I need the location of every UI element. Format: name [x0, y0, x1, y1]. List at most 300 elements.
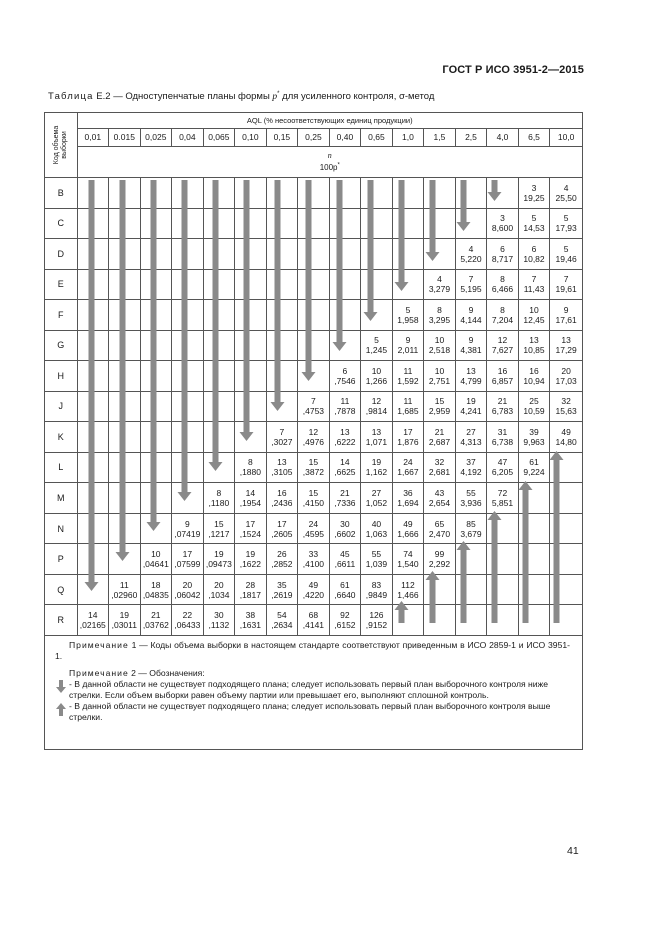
plan-cell — [140, 208, 172, 239]
plan-n: 9 — [563, 304, 569, 315]
aql-header: AQL (% несоответствующих единиц продукции) — [77, 113, 582, 129]
plan-cell — [329, 361, 361, 392]
table-row — [45, 269, 583, 300]
plan-n: 31 — [497, 426, 508, 437]
note-1 — [55, 640, 570, 662]
plan-n: 7 — [563, 274, 569, 285]
plan-cell — [361, 605, 393, 636]
aql-value: 0,04 — [172, 129, 204, 146]
plan-n: 54 — [277, 610, 287, 621]
plan-value: ,6222 — [334, 436, 356, 447]
plan-cell — [487, 178, 519, 209]
plan-cell — [109, 239, 141, 270]
plan-cell — [455, 544, 487, 575]
plan-cell — [455, 300, 487, 331]
plan-cell — [550, 178, 583, 209]
plan-cell — [392, 422, 424, 453]
note-1-label: Примечание — [69, 640, 129, 650]
plan-cell — [266, 239, 298, 270]
plan-n: 92 — [340, 610, 350, 621]
plan-n: 49 — [308, 579, 319, 590]
plan-cell — [361, 544, 393, 575]
plan-cell — [329, 513, 361, 544]
plan-cell — [266, 178, 298, 209]
plan-cell — [392, 483, 424, 514]
plan-cell — [140, 178, 172, 209]
plan-cell — [361, 330, 393, 361]
plan-cell — [392, 330, 424, 361]
code-header-line-1: Код объема — [52, 125, 60, 165]
plan-n: 24 — [403, 457, 413, 468]
plan-n: 32 — [434, 457, 445, 468]
plan-value: ,09473 — [205, 559, 232, 570]
code-column-label — [53, 126, 69, 165]
plan-n: 8 — [500, 304, 505, 315]
aql-value: 0,65 — [361, 129, 393, 146]
plan-cell — [424, 605, 456, 636]
plan-n: 20 — [214, 579, 224, 590]
plan-n: 72 — [497, 488, 508, 498]
plan-n: 37 — [466, 457, 476, 468]
plan-value: ,07599 — [174, 559, 201, 570]
plan-cell — [361, 452, 393, 483]
plan-cell — [392, 300, 424, 331]
plan-n: 5 — [563, 243, 569, 254]
plan-value: ,06433 — [174, 620, 201, 631]
plan-cell — [235, 483, 267, 514]
plan-n: 16 — [277, 488, 287, 498]
plan-value: 19,46 — [555, 253, 577, 264]
arrow-up-icon — [55, 702, 67, 716]
table-row — [45, 605, 583, 636]
plan-value: 4,241 — [460, 406, 482, 417]
plan-value: 7,204 — [491, 314, 514, 325]
plan-cell — [235, 208, 267, 239]
plan-value: 10,82 — [523, 253, 545, 264]
plan-cell — [77, 330, 109, 361]
sample-size-code: E — [45, 269, 78, 300]
plan-cell — [550, 330, 583, 361]
plan-n: 26 — [277, 549, 287, 560]
note-2-label: Примечание — [69, 668, 129, 678]
aql-value: 0.015 — [109, 129, 141, 146]
plan-cell — [518, 300, 550, 331]
legend-up-text: - В данной области не существует подходящего плана; следует использовать первый план выборочного контроля выше стрелки. — [69, 701, 551, 722]
sample-size-code: L — [45, 452, 78, 483]
plan-value: ,9814 — [365, 406, 388, 417]
plan-value: ,1217 — [208, 528, 230, 539]
plan-value: 12,45 — [523, 314, 545, 325]
plan-value: ,04641 — [142, 559, 169, 570]
plan-cell — [203, 330, 235, 361]
plan-cell — [140, 269, 172, 300]
plan-n: 27 — [466, 426, 476, 437]
plan-n: 39 — [529, 426, 539, 437]
plan-cell — [266, 269, 298, 300]
note-2 — [55, 668, 570, 679]
plan-value: ,2852 — [271, 559, 293, 570]
plan-n: 16 — [497, 365, 508, 376]
plan-cell — [329, 452, 361, 483]
plan-cell — [172, 422, 204, 453]
plan-cell — [266, 544, 298, 575]
plan-value: 6,783 — [491, 406, 514, 417]
plan-cell — [203, 361, 235, 392]
plan-value: 14,80 — [555, 436, 577, 447]
plan-value: 2,292 — [428, 559, 451, 570]
sample-size-code: J — [45, 391, 78, 422]
plan-cell — [392, 605, 424, 636]
plan-cell — [487, 452, 519, 483]
plan-cell — [235, 513, 267, 544]
plan-cell — [140, 605, 172, 636]
plan-cell — [392, 513, 424, 544]
plan-value: 15,63 — [555, 406, 577, 417]
aql-value: 0,25 — [298, 129, 330, 146]
plan-value: 2,011 — [397, 345, 419, 356]
plan-n: 99 — [434, 549, 445, 560]
plan-cell — [392, 391, 424, 422]
plan-n: 14 — [245, 488, 256, 498]
plan-cell — [109, 208, 141, 239]
plan-cell — [392, 269, 424, 300]
plan-cell — [140, 300, 172, 331]
legend-down — [55, 679, 570, 701]
plan-cell — [455, 269, 487, 300]
plan-value: ,1817 — [239, 589, 261, 600]
plan-value: ,1132 — [208, 620, 230, 631]
plan-cell — [235, 239, 267, 270]
aql-value: 0,15 — [266, 129, 298, 146]
plan-cell — [266, 300, 298, 331]
plan-cell — [455, 574, 487, 605]
plan-cell — [424, 269, 456, 300]
plan-cell — [298, 391, 330, 422]
table-row — [45, 330, 583, 361]
plan-n: 55 — [466, 488, 476, 498]
plan-cell — [392, 239, 424, 270]
plan-n: 32 — [561, 396, 571, 407]
plan-value: 1,666 — [397, 528, 419, 539]
plan-n: 33 — [308, 549, 319, 560]
table-row — [45, 239, 583, 270]
plan-cell — [487, 605, 519, 636]
plan-value: 14,53 — [523, 223, 545, 234]
plan-value: 2,654 — [428, 498, 451, 508]
plan-cell — [266, 208, 298, 239]
plan-value: 1,162 — [365, 467, 388, 478]
plan-cell — [329, 605, 361, 636]
table-row — [45, 483, 583, 514]
plan-cell — [109, 422, 141, 453]
plan-cell — [109, 361, 141, 392]
plan-n: 8 — [437, 304, 442, 315]
plan-cell — [487, 208, 519, 239]
plan-n: 9 — [468, 335, 474, 346]
plan-n: 24 — [308, 518, 319, 529]
plan-cell — [487, 483, 519, 514]
plan-n: 83 — [371, 579, 382, 590]
plan-n: 13 — [371, 426, 382, 437]
sample-size-code: D — [45, 239, 78, 270]
plan-cell — [172, 330, 204, 361]
plan-cell — [172, 300, 204, 331]
plan-cell — [361, 300, 393, 331]
plan-n: 36 — [403, 488, 413, 498]
n-denominator-text: 100p — [319, 163, 338, 173]
table-label: Таблица — [48, 91, 94, 103]
plan-cell — [235, 300, 267, 331]
plan-cell — [77, 269, 109, 300]
plan-cell — [140, 483, 172, 514]
plan-cell — [550, 422, 583, 453]
plan-n: 11 — [403, 365, 413, 376]
note-2-text: 2 — Обозначения: — [131, 668, 205, 678]
sample-size-code: H — [45, 361, 78, 392]
plan-value: ,1622 — [239, 559, 261, 570]
plan-cell — [550, 391, 583, 422]
plan-n: 20 — [561, 365, 571, 376]
plan-cell — [298, 239, 330, 270]
sample-size-code: F — [45, 300, 78, 331]
plan-value: 19,25 — [523, 192, 545, 203]
plan-cell — [455, 330, 487, 361]
plan-cell — [266, 483, 298, 514]
plan-value: ,4976 — [302, 436, 325, 447]
plan-value: 2,681 — [428, 467, 451, 478]
plan-cell — [518, 391, 550, 422]
plan-cell — [77, 391, 109, 422]
plan-cell — [361, 269, 393, 300]
plan-n: 20 — [182, 579, 193, 590]
plan-cell — [550, 300, 583, 331]
plan-n: 14 — [88, 610, 98, 621]
plan-n: 45 — [340, 549, 350, 560]
plan-cell — [455, 452, 487, 483]
plan-n: 15 — [308, 457, 319, 468]
plan-value: 1,876 — [397, 436, 419, 447]
plan-cell — [550, 483, 583, 514]
plan-cell — [424, 483, 456, 514]
plan-cell — [550, 513, 583, 544]
plan-value: ,06042 — [174, 589, 201, 600]
plan-n: 21 — [340, 488, 350, 498]
plan-cell — [455, 178, 487, 209]
plan-cell — [424, 391, 456, 422]
plan-n: 5 — [563, 213, 569, 224]
plan-value: ,2634 — [271, 620, 293, 631]
table-row — [45, 544, 583, 575]
plan-value: 5,195 — [460, 284, 482, 295]
plan-cell — [455, 208, 487, 239]
plan-n: 19 — [466, 396, 476, 407]
plan-n: 21 — [434, 426, 445, 437]
plan-cell — [361, 391, 393, 422]
plan-cell — [392, 178, 424, 209]
plan-value: 1,266 — [365, 375, 388, 386]
plan-n: 7 — [468, 274, 474, 285]
plan-value: 8,600 — [491, 223, 514, 234]
plan-cell — [109, 178, 141, 209]
plan-cell — [487, 574, 519, 605]
plan-cell — [329, 574, 361, 605]
sample-size-code: K — [45, 422, 78, 453]
plan-value: ,7878 — [334, 406, 356, 417]
plan-cell — [487, 239, 519, 270]
plan-cell — [172, 391, 204, 422]
n-denominator-sup: * — [337, 162, 340, 169]
plan-cell — [518, 544, 550, 575]
plan-value: 2,687 — [428, 436, 451, 447]
plan-n: 15 — [308, 488, 319, 498]
plan-n: 28 — [245, 579, 256, 590]
plan-value: 17,29 — [555, 345, 577, 356]
plan-cell — [487, 513, 519, 544]
aql-value: 0,40 — [329, 129, 361, 146]
sample-size-code: B — [45, 178, 78, 209]
plan-value: ,6602 — [334, 528, 356, 539]
plan-cell — [266, 330, 298, 361]
plan-n: 18 — [151, 579, 161, 590]
plan-value: ,1954 — [239, 498, 261, 508]
plan-cell — [392, 574, 424, 605]
plan-cell — [77, 574, 109, 605]
plan-n: 16 — [529, 365, 539, 376]
plan-value: ,1524 — [239, 528, 261, 539]
plan-value: ,2605 — [271, 528, 293, 539]
plan-value: 5,851 — [491, 498, 514, 508]
plan-value: ,1180 — [208, 498, 230, 508]
aql-value: 0,10 — [235, 129, 267, 146]
plan-n: 7 — [531, 274, 537, 285]
plan-cell — [203, 178, 235, 209]
plan-value: ,6625 — [334, 467, 356, 478]
aql-value: 0,01 — [77, 129, 109, 146]
plan-value: ,6640 — [334, 589, 356, 600]
plan-n: 6 — [531, 243, 537, 254]
plan-cell — [109, 391, 141, 422]
plan-n: 27 — [371, 488, 382, 498]
plan-cell — [140, 513, 172, 544]
plan-value: ,4595 — [302, 528, 325, 539]
header-row — [45, 113, 583, 129]
plan-cell — [172, 269, 204, 300]
plan-cell — [550, 269, 583, 300]
plan-cell — [550, 574, 583, 605]
plan-cell — [298, 452, 330, 483]
plan-cell — [298, 544, 330, 575]
plan-value: 19,61 — [555, 284, 577, 295]
plan-value: 9,963 — [523, 436, 545, 447]
plan-value: ,03011 — [111, 620, 137, 631]
p-superscript: * — [277, 91, 280, 97]
plan-value: 6,738 — [491, 436, 514, 447]
plan-value: ,7546 — [334, 375, 356, 386]
plan-n: 61 — [529, 457, 539, 468]
plan-cell — [203, 422, 235, 453]
plan-cell — [329, 208, 361, 239]
plan-n: 12 — [497, 335, 508, 346]
plan-cell — [172, 452, 204, 483]
plan-n: 11 — [403, 396, 413, 407]
plan-value: 17,61 — [555, 314, 577, 325]
plan-n: 112 — [401, 579, 415, 590]
plan-n: 10 — [434, 335, 445, 346]
plan-value: 6,857 — [491, 375, 514, 386]
table-row — [45, 300, 583, 331]
plan-n: 13 — [529, 335, 539, 346]
plan-cell — [109, 544, 141, 575]
plan-cell — [266, 422, 298, 453]
plan-value: 1,039 — [365, 559, 388, 570]
plan-cell — [298, 178, 330, 209]
plan-n: 12 — [371, 396, 382, 407]
plan-cell — [172, 544, 204, 575]
plan-n: 38 — [245, 610, 256, 621]
plan-cell — [487, 300, 519, 331]
plan-cell — [298, 269, 330, 300]
table-row — [45, 422, 583, 453]
plan-value: 17,03 — [555, 375, 577, 386]
plan-cell — [329, 269, 361, 300]
plan-n: 6 — [342, 365, 348, 376]
plan-value: 1,052 — [365, 498, 388, 508]
plan-cell — [329, 239, 361, 270]
plan-cell — [172, 574, 204, 605]
plan-cell — [424, 178, 456, 209]
plan-cell — [172, 208, 204, 239]
sampling-plans-table — [44, 112, 583, 636]
plan-cell — [455, 239, 487, 270]
plan-cell — [298, 208, 330, 239]
plan-cell — [235, 361, 267, 392]
plan-cell — [172, 605, 204, 636]
plan-cell — [235, 422, 267, 453]
plan-n: 8 — [216, 488, 222, 498]
plan-cell — [329, 544, 361, 575]
plan-cell — [109, 605, 141, 636]
plan-cell — [140, 422, 172, 453]
table-title — [48, 91, 434, 102]
plan-value: 2,518 — [428, 345, 451, 356]
plan-n: 68 — [308, 610, 319, 621]
plan-value: ,7336 — [334, 498, 356, 508]
plan-value: 17,93 — [555, 223, 577, 234]
plan-cell — [203, 452, 235, 483]
sample-size-code: R — [45, 605, 78, 636]
plan-cell — [455, 605, 487, 636]
plan-value: ,02960 — [111, 589, 138, 600]
plan-cell — [518, 361, 550, 392]
plan-cell — [298, 300, 330, 331]
plan-value: 4,381 — [460, 345, 482, 356]
sample-size-code: G — [45, 330, 78, 361]
plan-value: 1,685 — [397, 406, 419, 417]
plan-cell — [298, 422, 330, 453]
plan-cell — [203, 208, 235, 239]
plan-cell — [424, 239, 456, 270]
plan-cell — [203, 239, 235, 270]
plan-n: 4 — [563, 182, 569, 193]
plan-value: ,6152 — [334, 620, 356, 631]
plan-n: 74 — [403, 549, 413, 560]
plan-n: 13 — [561, 335, 571, 346]
legend-up — [55, 701, 570, 723]
plan-cell — [235, 330, 267, 361]
plan-cell — [329, 300, 361, 331]
plan-cell — [424, 330, 456, 361]
plan-cell — [329, 178, 361, 209]
